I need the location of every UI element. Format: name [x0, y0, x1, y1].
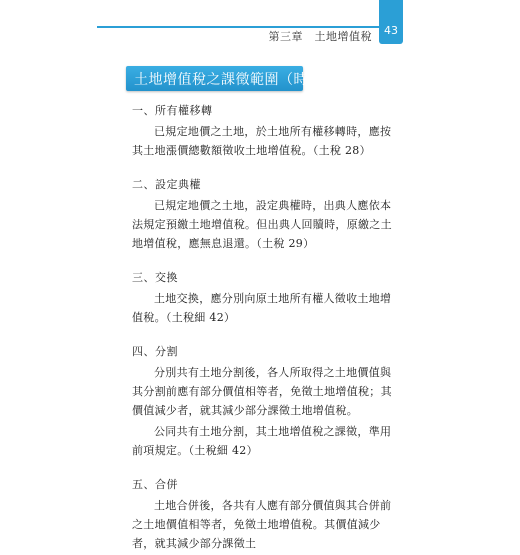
chapter-label: 第三章 土地增值稅	[268, 30, 372, 43]
section-title: 土地增值稅之課徵範圍（時機）	[134, 72, 337, 88]
section-title-banner	[126, 66, 337, 91]
item-paragraph: 土地合併後，各共有人應有部分價值與其合併前之土地價值相等者，免徵土地增值稅。其價值減少者，就其減少部分課徵土	[132, 499, 392, 550]
item-paragraph: 已規定地價之土地，設定典權時，出典人應依本法規定預繳土地增值稅。但出典人回贖時，原繳之土地增值稅，應無息退還。（土稅 29）	[132, 199, 392, 250]
item-exchange	[132, 269, 392, 327]
item-partition	[132, 343, 392, 460]
item-paragraph: 已規定地價之土地，於土地所有權移轉時，應按其土地漲價總數額徵收土地增值稅。（土稅 28）	[132, 125, 392, 157]
item-paragraph: 公同共有土地分割，其土地增值稅之課徵，準用前項規定。（土稅細 42）	[132, 425, 392, 457]
item-heading: 一、所有權移轉	[132, 104, 213, 117]
item-ownership-transfer	[132, 102, 392, 160]
page-body	[132, 96, 392, 555]
page-number: 43	[384, 24, 398, 37]
item-paragraph: 分別共有土地分割後，各人所取得之土地價值與其分割前應有部分價值相等者，免徵土地增值稅；其價值減少者，就其減少部分課徵土地增值稅。	[132, 366, 392, 417]
item-heading: 四、分割	[132, 345, 178, 358]
item-paragraph: 土地交換，應分別向原土地所有權人徵收土地增值稅。（土稅細 42）	[132, 292, 392, 324]
item-merger	[132, 476, 392, 553]
page-number-tab	[379, 0, 403, 44]
item-heading: 三、交換	[132, 271, 178, 284]
item-heading: 二、設定典權	[132, 178, 201, 191]
item-pledge	[132, 176, 392, 253]
item-heading: 五、合併	[132, 478, 178, 491]
